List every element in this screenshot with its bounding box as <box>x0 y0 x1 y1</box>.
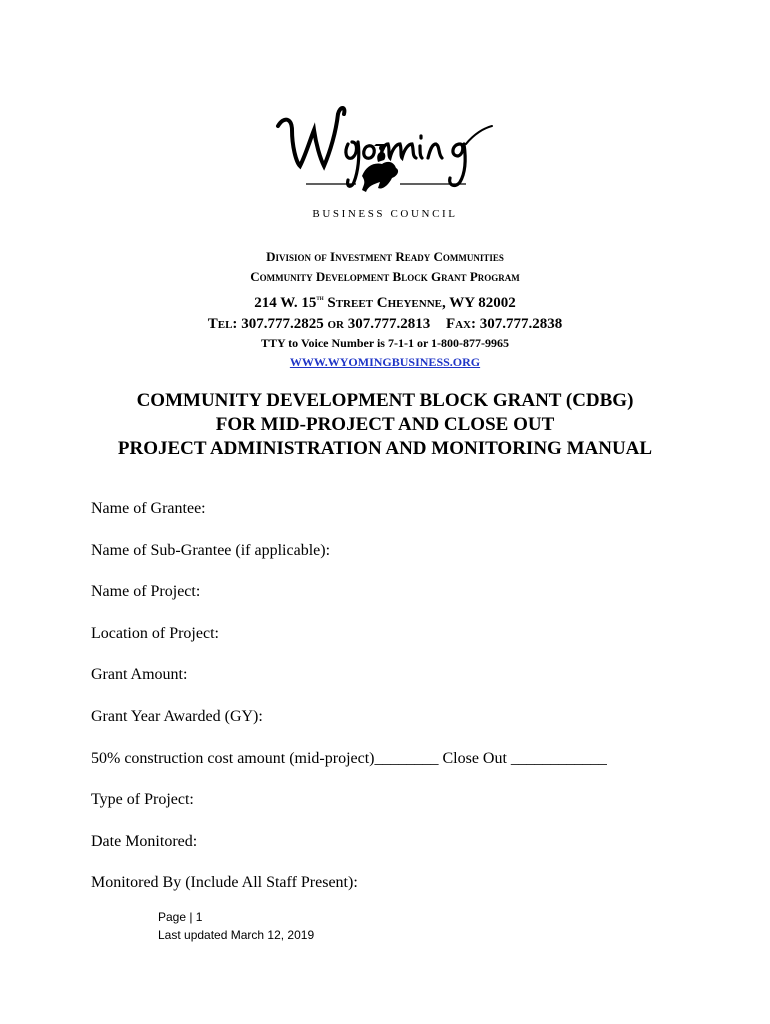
address-street: Street Cheyenne, WY 82002 <box>323 295 516 311</box>
title-line-1: COMMUNITY DEVELOPMENT BLOCK GRANT (CDBG) <box>136 390 634 411</box>
title-line-3: PROJECT ADMINISTRATION AND MONITORING MANUAL <box>117 438 653 459</box>
or-word: or <box>327 316 344 332</box>
fax-label: Fax: <box>445 316 476 332</box>
page-footer <box>158 908 314 944</box>
website-link[interactable]: WWW.WYOMINGBUSINESS.ORG <box>289 355 481 369</box>
field-sub-grantee: Name of Sub-Grantee (if applicable): <box>91 541 331 559</box>
wyoming-business-council-logo <box>270 96 500 228</box>
logo-subtitle: BUSINESS COUNCIL <box>312 208 458 220</box>
fax-number: 307.777.2838 <box>479 316 563 332</box>
form-fields <box>91 497 731 913</box>
field-project-name: Name of Project: <box>91 583 201 601</box>
tel-label: Tel: <box>207 316 238 332</box>
field-project-type: Type of Project: <box>91 791 194 809</box>
last-updated: Last updated March 12, 2019 <box>158 928 315 942</box>
address-number: 214 W. 15 <box>254 295 317 311</box>
field-grantee: Name of Grantee: <box>91 500 206 517</box>
phone-line <box>0 314 770 334</box>
tel-number-1: 307.777.2825 <box>241 316 324 332</box>
document-title <box>0 389 770 461</box>
field-monitored-by: Monitored By (Include All Staff Present): <box>91 874 358 892</box>
program-name: Community Development Block Grant Program <box>250 269 520 284</box>
field-project-location: Location of Project: <box>91 624 219 642</box>
tel-number-2: 307.777.2813 <box>347 316 431 332</box>
title-line-2: FOR MID-PROJECT AND CLOSE OUT <box>215 414 555 435</box>
field-date-monitored: Date Monitored: <box>91 832 198 850</box>
tty-line: TTY to Voice Number is 7-1-1 or 1-800-877-9965 <box>260 336 510 350</box>
field-construction-cost: 50% construction cost amount (mid-project)________ Close Out ____________ <box>91 749 607 767</box>
page-number: Page | 1 <box>158 910 203 924</box>
address <box>0 287 770 314</box>
website-line <box>0 352 770 372</box>
wyoming-wordmark-logo <box>270 96 500 196</box>
field-grant-year: Grant Year Awarded (GY): <box>91 707 263 725</box>
division-name: Division of Investment Ready Communities <box>266 249 504 264</box>
field-grant-amount: Grant Amount: <box>91 666 188 684</box>
letterhead <box>0 247 770 372</box>
address-ordinal: th <box>316 294 324 302</box>
